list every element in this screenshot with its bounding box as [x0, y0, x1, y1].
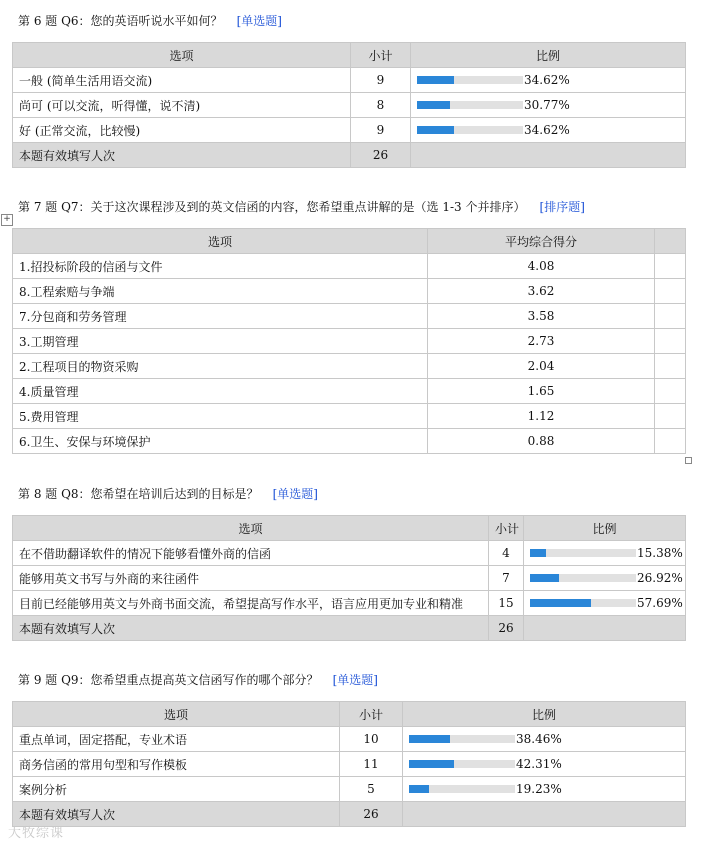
option-score: 0.88 [428, 429, 655, 454]
option-label: 6.卫生、安保与环境保护 [13, 429, 428, 454]
total-empty [403, 802, 686, 827]
option-count: 9 [351, 118, 411, 143]
table-row [13, 591, 686, 616]
q7-type-tag[interactable]: [排序题] [539, 200, 585, 214]
option-percent: 34.62% [524, 123, 570, 138]
option-label: 重点单词，固定搭配，专业术语 [13, 727, 340, 752]
option-score: 2.04 [428, 354, 655, 379]
empty-cell [655, 329, 686, 354]
option-label: 商务信函的常用句型和写作模板 [13, 752, 340, 777]
option-label: 8.工程索赔与争端 [13, 279, 428, 304]
header-option: 选项 [13, 702, 340, 727]
progress-fill [530, 549, 546, 557]
option-score: 1.12 [428, 404, 655, 429]
progress-bar [409, 785, 515, 793]
option-percent: 19.23% [516, 782, 562, 797]
progress-bar [530, 574, 636, 582]
option-count: 15 [489, 591, 524, 616]
empty-cell [655, 404, 686, 429]
total-count: 26 [340, 802, 403, 827]
option-label: 目前已经能够用英文与外商书面交流，希望提高写作水平，语言应用更加专业和精准 [13, 591, 489, 616]
total-empty [524, 616, 686, 641]
option-score: 2.73 [428, 329, 655, 354]
option-count: 8 [351, 93, 411, 118]
q8-title [18, 485, 318, 502]
table-row [13, 379, 686, 404]
option-label: 能够用英文书写与外商的来往函件 [13, 566, 489, 591]
progress-bar [417, 76, 523, 84]
header-option: 选项 [13, 229, 428, 254]
header-ratio: 比例 [411, 43, 686, 68]
option-percent: 26.92% [637, 571, 683, 586]
option-label: 5.费用管理 [13, 404, 428, 429]
option-ratio [411, 93, 686, 118]
q6-title [18, 12, 282, 29]
table-row [13, 68, 686, 93]
total-row [13, 616, 686, 641]
resize-handle-icon[interactable] [685, 457, 692, 464]
header-ratio: 比例 [524, 516, 686, 541]
option-label: 4.质量管理 [13, 379, 428, 404]
move-icon[interactable]: + [1, 214, 13, 226]
progress-bar [530, 599, 636, 607]
empty-cell [655, 304, 686, 329]
table-row [13, 541, 686, 566]
option-label: 案例分析 [13, 777, 340, 802]
q9-table [12, 701, 686, 827]
total-empty [411, 143, 686, 168]
total-label: 本题有效填写人次 [13, 802, 340, 827]
header-score: 平均综合得分 [428, 229, 655, 254]
option-percent: 15.38% [637, 546, 683, 561]
q6-table [12, 42, 686, 168]
option-count: 10 [340, 727, 403, 752]
option-ratio [403, 777, 686, 802]
header-count: 小计 [340, 702, 403, 727]
option-count: 9 [351, 68, 411, 93]
table-row [13, 429, 686, 454]
table-row [13, 279, 686, 304]
option-percent: 42.31% [516, 757, 562, 772]
table-header [13, 229, 686, 254]
option-count: 4 [489, 541, 524, 566]
q8-type-tag[interactable]: [单选题] [272, 487, 318, 501]
total-row [13, 143, 686, 168]
q6-title-text: 第 6 题 Q6：您的英语听说水平如何？ [18, 14, 223, 28]
option-ratio [524, 591, 686, 616]
header-count: 小计 [489, 516, 524, 541]
option-score: 1.65 [428, 379, 655, 404]
option-score: 3.62 [428, 279, 655, 304]
q8-title-text: 第 8 题 Q8：您希望在培训后达到的目标是？ [18, 487, 259, 501]
empty-cell [655, 379, 686, 404]
option-count: 7 [489, 566, 524, 591]
option-ratio [411, 118, 686, 143]
table-row [13, 404, 686, 429]
empty-cell [655, 429, 686, 454]
option-percent: 30.77% [524, 98, 570, 113]
q8-table [12, 515, 686, 641]
q9-title [18, 671, 378, 688]
header-ratio: 比例 [403, 702, 686, 727]
table-row [13, 777, 686, 802]
total-row [13, 802, 686, 827]
table-row [13, 752, 686, 777]
table-row [13, 727, 686, 752]
progress-fill [417, 126, 454, 134]
option-score: 4.08 [428, 254, 655, 279]
option-ratio [524, 541, 686, 566]
header-empty [655, 229, 686, 254]
option-percent: 38.46% [516, 732, 562, 747]
progress-bar [417, 126, 523, 134]
table-row [13, 566, 686, 591]
empty-cell [655, 254, 686, 279]
option-label: 3.工期管理 [13, 329, 428, 354]
table-row [13, 354, 686, 379]
table-header [13, 516, 686, 541]
empty-cell [655, 279, 686, 304]
watermark: 大牧综课 [8, 826, 65, 841]
option-label: 2.工程项目的物资采购 [13, 354, 428, 379]
table-row [13, 329, 686, 354]
option-ratio [524, 566, 686, 591]
table-header [13, 43, 686, 68]
total-label: 本题有效填写人次 [13, 616, 489, 641]
option-count: 5 [340, 777, 403, 802]
option-ratio [403, 752, 686, 777]
q6-type-tag[interactable]: [单选题] [236, 14, 282, 28]
progress-fill [417, 76, 454, 84]
total-count: 26 [489, 616, 524, 641]
option-label: 尚可 (可以交流，听得懂，说不清) [13, 93, 351, 118]
q7-title [18, 198, 585, 215]
progress-fill [409, 785, 429, 793]
option-ratio [411, 68, 686, 93]
q9-title-text: 第 9 题 Q9：您希望重点提高英文信函写作的哪个部分？ [18, 673, 319, 687]
q7-title-text: 第 7 题 Q7：关于这次课程涉及到的英文信函的内容，您希望重点讲解的是（选 1-3 个并排序） [18, 200, 526, 214]
progress-bar [530, 549, 636, 557]
q7-table [12, 228, 686, 454]
progress-bar [417, 101, 523, 109]
table-row [13, 93, 686, 118]
option-score: 3.58 [428, 304, 655, 329]
header-count: 小计 [351, 43, 411, 68]
option-label: 好 (正常交流，比较慢) [13, 118, 351, 143]
table-row [13, 304, 686, 329]
option-label: 1.招投标阶段的信函与文件 [13, 254, 428, 279]
q9-type-tag[interactable]: [单选题] [332, 673, 378, 687]
option-count: 11 [340, 752, 403, 777]
option-label: 一般 (简单生活用语交流) [13, 68, 351, 93]
option-percent: 57.69% [637, 596, 683, 611]
option-ratio [403, 727, 686, 752]
table-row [13, 254, 686, 279]
progress-bar [409, 760, 515, 768]
option-label: 在不借助翻译软件的情况下能够看懂外商的信函 [13, 541, 489, 566]
total-count: 26 [351, 143, 411, 168]
progress-fill [409, 760, 454, 768]
table-row [13, 118, 686, 143]
table-header [13, 702, 686, 727]
option-percent: 34.62% [524, 73, 570, 88]
header-option: 选项 [13, 43, 351, 68]
option-label: 7.分包商和劳务管理 [13, 304, 428, 329]
progress-bar [409, 735, 515, 743]
progress-fill [409, 735, 450, 743]
total-label: 本题有效填写人次 [13, 143, 351, 168]
progress-fill [530, 574, 559, 582]
progress-fill [417, 101, 450, 109]
empty-cell [655, 354, 686, 379]
progress-fill [530, 599, 591, 607]
header-option: 选项 [13, 516, 489, 541]
